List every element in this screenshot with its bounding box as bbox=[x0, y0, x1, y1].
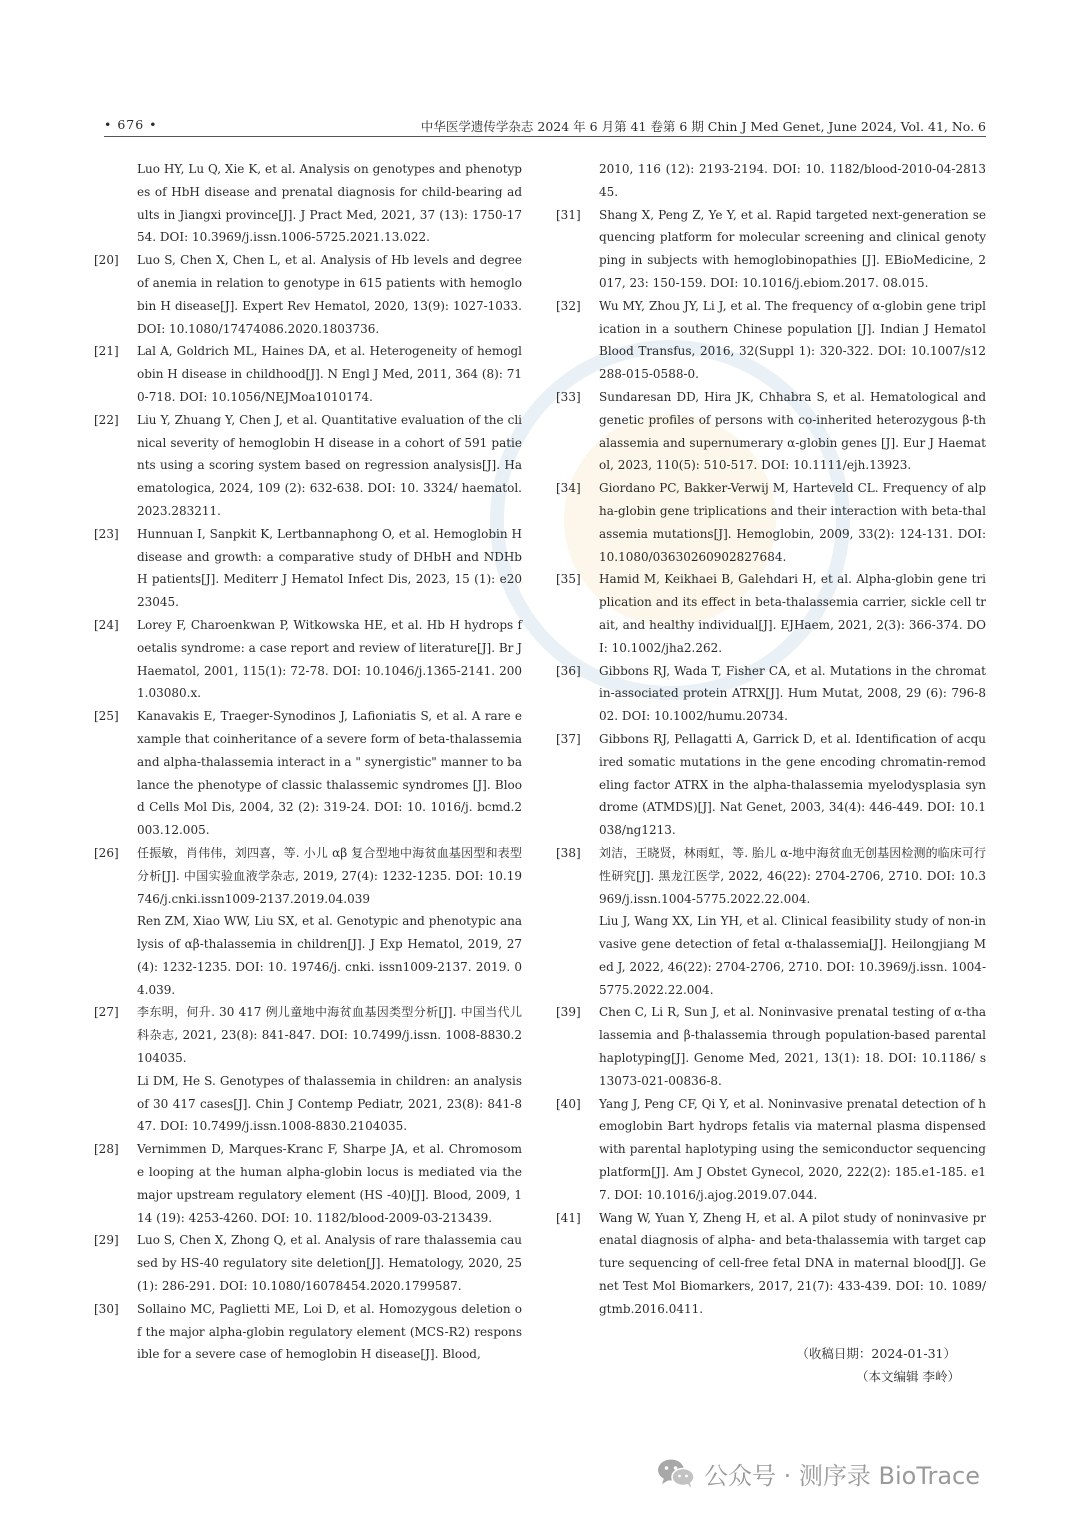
reference-item bbox=[556, 660, 986, 728]
references-right-column bbox=[556, 158, 986, 1321]
reference-item bbox=[556, 204, 986, 295]
reference-item bbox=[94, 158, 522, 249]
reference-text: Wang W, Yuan Y, Zheng H, et al. A pilot study of noninvasive prenatal diagnosis of alpha- and beta-thalassemia with target capture sequencing of cell-free fetal DNA in maternal blood[J]. Genet Test Mol Biomarkers, 2017, 21(7): 433-439. DOI: 10. 1089/gtmb.2016.0411. bbox=[599, 1210, 986, 1316]
reference-item bbox=[556, 386, 986, 477]
brand-text: 公众号 · 测序录 BioTrace bbox=[704, 1461, 980, 1490]
reference-text: Lorey F, Charoenkwan P, Witkowska HE, et al. Hb H hydrops foetalis syndrome: a case report and review of literature[J]. Br J Haematol, 2001, 115(1): 72-78. DOI: 10.1046/j.1365-2141. 2001.03080.x. bbox=[137, 617, 522, 701]
reference-text: Gibbons RJ, Wada T, Fisher CA, et al. Mutations in the chromatin-associated protein ATRX[J]. Hum Mutat, 2008, 29 (6): 796-802. DOI: 10.1002/humu.20734. bbox=[599, 663, 986, 724]
reference-item bbox=[556, 295, 986, 386]
reference-text: 任振敏，肖伟伟，刘四喜，等. 小儿 αβ 复合型地中海贫血基因型和表型分析[J]. 中国实验血液学杂志, 2019, 27(4): 1232-1235. DOI: 10.19746/j.cnki.issn1009-2137.2019.04.039 bbox=[137, 845, 522, 906]
reference-item bbox=[94, 1138, 522, 1229]
reference-text: Kanavakis E, Traeger-Synodinos J, Lafioniatis S, et al. A rare example that coinheritance of a severe form of beta-thalassemia and alpha-thalassemia interact in a " synergistic" manner to balance the phenotype of classic thalassemic syndromes [J]. Blood Cells Mol Dis, 2004, 32 (2): 319-24. DOI: 10. 1016/j. bcmd.2003.12.005. bbox=[137, 709, 522, 838]
journal-citation: 中华医学遗传学杂志 2024 年 6 月第 41 卷第 6 期 Chin J Med Genet, June 2024, Vol. 41, No. 6 bbox=[420, 119, 986, 134]
reference-item bbox=[94, 340, 522, 408]
page-number: • 676 • bbox=[104, 117, 158, 132]
reference-number: [39] bbox=[556, 1005, 581, 1020]
reference-number: [27] bbox=[94, 1005, 119, 1020]
reference-text: Yang J, Peng CF, Qi Y, et al. Noninvasive prenatal detection of hemoglobin Bart hydrops fetalis via maternal plasma dispensed with parental haplotyping using the semiconductor sequencing platform[J]. Am J Obstet Gynecol, 2020, 222(2): 185.e1-185. e17. DOI: 10.1016/j.ajog.2019.07.044. bbox=[599, 1096, 986, 1202]
reference-item bbox=[94, 1229, 522, 1297]
reference-text: Hamid M, Keikhaei B, Galehdari H, et al. Alpha-globin gene triplication and its effect in beta-thalassemia carrier, sickle cell trait, and healthy individual[J]. EJHaem, 2021, 2(3): 366-374. DOI: 10.1002/jha2.262. bbox=[599, 572, 986, 655]
reference-item bbox=[94, 842, 522, 1002]
reference-number: [24] bbox=[94, 617, 119, 632]
reference-item bbox=[556, 1001, 986, 1092]
reference-number: [34] bbox=[556, 481, 581, 496]
reference-item bbox=[94, 1298, 522, 1366]
wechat-brand bbox=[656, 1455, 980, 1491]
reference-item bbox=[556, 568, 986, 659]
reference-item bbox=[556, 1207, 986, 1321]
page-header bbox=[104, 116, 986, 137]
reference-number: [21] bbox=[94, 344, 119, 359]
reference-number: [41] bbox=[556, 1210, 581, 1225]
reference-number: [30] bbox=[94, 1301, 119, 1316]
reference-item bbox=[556, 1093, 986, 1207]
editor-credit: （本文编辑 李岭） bbox=[856, 1369, 960, 1384]
reference-number: [40] bbox=[556, 1096, 581, 1111]
reference-number: [35] bbox=[556, 572, 581, 587]
reference-text: 李东明，何升. 30 417 例儿童地中海贫血基因类型分析[J]. 中国当代儿科杂志, 2021, 23(8): 841-847. DOI: 10.7499/j.issn. 1008-8830.2104035. bbox=[137, 1005, 522, 1066]
reference-number: [22] bbox=[94, 412, 119, 427]
reference-item bbox=[556, 158, 986, 204]
reference-text: Chen C, Li R, Sun J, et al. Noninvasive prenatal testing of α-thalassemia and β-thalassemia through population-based parental haplotyping[J]. Genome Med, 2021, 13(1): 18. DOI: 10.1186/ s13073-021-00836-8. bbox=[599, 1005, 986, 1088]
reference-item bbox=[94, 409, 522, 523]
reference-number: [20] bbox=[94, 253, 119, 268]
reference-text: Luo S, Chen X, Zhong Q, et al. Analysis of rare thalassemia caused by HS-40 regulatory site deletion[J]. Hematology, 2020, 25(1): 286-291. DOI: 10.1080/16078454.2020.1799587. bbox=[137, 1233, 522, 1294]
reference-text: Sollaino MC, Paglietti ME, Loi D, et al. Homozygous deletion of the major alpha-globin regulatory element (MCS-R2) responsible for a severe case of hemoglobin H disease[J]. Blood, bbox=[137, 1301, 522, 1362]
article-footnotes bbox=[556, 1342, 986, 1388]
reference-number: [28] bbox=[94, 1142, 119, 1157]
reference-number: [29] bbox=[94, 1233, 119, 1248]
reference-text: Wu MY, Zhou JY, Li J, et al. The frequency of α-globin gene triplication in a southern Chinese population [J]. Indian J Hematol Blood Transfus, 2016, 32(Suppl 1): 320-322. DOI: 10.1007/s12288-015-0588-0. bbox=[599, 298, 986, 382]
references-left-column bbox=[94, 158, 522, 1366]
reference-number: [25] bbox=[94, 709, 119, 724]
reference-text: Vernimmen D, Marques-Kranc F, Sharpe JA, et al. Chromosome looping at the human alpha-globin locus is mediated via the major upstream regulatory element (HS -40)[J]. Blood, 2009, 114 (19): 4253-4260. DOI: 10. 1182/blood-2009-03-213439. bbox=[137, 1142, 522, 1225]
reference-text: Liu Y, Zhuang Y, Chen J, et al. Quantitative evaluation of the clinical severity of hemoglobin H disease in a cohort of 591 patients using a scoring system based on regression analysis[J]. Haematologica, 2024, 109 (2): 632-638. DOI: 10. 3324/ haematol.2023.283211. bbox=[137, 412, 522, 518]
reference-text: Luo S, Chen X, Chen L, et al. Analysis of Hb levels and degree of anemia in relation to genotype in 615 patients with hemoglobin H disease[J]. Expert Rev Hematol, 2020, 13(9): 1027-1033. DOI: 10.1080/17474086.2020.1803736. bbox=[137, 253, 522, 336]
reference-text: Luo HY, Lu Q, Xie K, et al. Analysis on genotypes and phenotypes of HbH disease and prenatal diagnosis for child-bearing adults in Jiangxi province[J]. J Pract Med, 2021, 37 (13): 1750-1754. DOI: 10.3969/j.issn.1006-5725.2021.13.022. bbox=[137, 162, 522, 245]
reference-number: [38] bbox=[556, 845, 581, 860]
reference-number: [23] bbox=[94, 526, 119, 541]
reference-text: 2010, 116 (12): 2193-2194. DOI: 10. 1182/blood-2010-04-281345. bbox=[599, 162, 986, 199]
reference-text: Gibbons RJ, Pellagatti A, Garrick D, et al. Identification of acquired somatic mutations in the gene encoding chromatin-remodeling factor ATRX in the alpha-thalassemia myelodysplasia syndrome (ATMDS)[J]. Nat Genet, 2003, 34(4): 446-449. DOI: 10.1038/ng1213. bbox=[599, 731, 986, 838]
reference-item bbox=[556, 842, 986, 1002]
reference-number: [36] bbox=[556, 663, 581, 678]
reference-text: Ren ZM, Xiao WW, Liu SX, et al. Genotypic and phenotypic analysis of αβ-thalassemia in children[J]. J Exp Hematol, 2019, 27(4): 1232-1235. DOI: 10. 19746/j. cnki. issn1009-2137. 2019. 04.039. bbox=[137, 914, 522, 997]
reference-text: Shang X, Peng Z, Ye Y, et al. Rapid targeted next-generation sequencing platform for molecular screening and clinical genotyping in subjects with hemoglobinopathies [J]. EBioMedicine, 2017, 23: 150-159. DOI: 10.1016/j.ebiom.2017. 08.015. bbox=[599, 207, 986, 290]
reference-number: [32] bbox=[556, 298, 581, 313]
reference-text: Hunnuan I, Sanpkit K, Lertbannaphong O, et al. Hemoglobin H disease and growth: a comparative study of DHbH and NDHbH patients[J]. Mediterr J Hematol Infect Dis, 2023, 15 (1): e2023045. bbox=[137, 526, 522, 610]
reference-item bbox=[94, 523, 522, 614]
reference-item bbox=[94, 1001, 522, 1138]
reference-item bbox=[94, 705, 522, 842]
received-date: （收稿日期：2024-01-31） bbox=[796, 1346, 956, 1361]
reference-item bbox=[94, 614, 522, 705]
reference-text: Lal A, Goldrich ML, Haines DA, et al. Heterogeneity of hemoglobin H disease in childhood[J]. N Engl J Med, 2011, 364 (8): 710-718. DOI: 10.1056/NEJMoa1010174. bbox=[137, 344, 522, 404]
reference-text: Li DM, He S. Genotypes of thalassemia in children: an analysis of 30 417 cases[J]. Chin J Contemp Pediatr, 2021, 23(8): 841-847. DOI: 10.7499/j.issn.1008-8830.2104035. bbox=[137, 1073, 522, 1134]
reference-number: [31] bbox=[556, 207, 581, 222]
reference-text: Liu J, Wang XX, Lin YH, et al. Clinical feasibility study of non-invasive gene detection of fetal α-thalassemia[J]. Heilongjiang Med J, 2022, 46(22): 2704-2706, 2710. DOI: 10.3969/j.issn. 1004-5775.2022.22.004. bbox=[599, 914, 986, 997]
reference-item bbox=[556, 477, 986, 568]
wechat-icon bbox=[656, 1457, 696, 1489]
reference-item bbox=[556, 728, 986, 842]
reference-number: [37] bbox=[556, 731, 581, 746]
reference-number: [26] bbox=[94, 845, 119, 860]
reference-number: [33] bbox=[556, 389, 581, 404]
reference-text: Giordano PC, Bakker-Verwij M, Harteveld CL. Frequency of alpha-globin gene triplications and their interaction with beta-thalassemia mutations[J]. Hemoglobin, 2009, 33(2): 124-131. DOI: 10.1080/03630260902827684. bbox=[599, 481, 986, 564]
reference-text: Sundaresan DD, Hira JK, Chhabra S, et al. Hematological and genetic profiles of persons with co-inherited heterozygous β-thalassemia and supernumerary α-globin genes [J]. Eur J Haematol, 2023, 110(5): 510-517. DOI: 10.1111/ejh.13923. bbox=[599, 389, 986, 473]
reference-text: 刘洁，王晓贤，林雨虹，等. 胎儿 α-地中海贫血无创基因检测的临床可行性研究[J]. 黑龙江医学, 2022, 46(22): 2704-2706, 2710. DOI: 10.3969/j.issn.1004-5775.2022.22.004. bbox=[599, 845, 986, 906]
reference-item bbox=[94, 249, 522, 340]
